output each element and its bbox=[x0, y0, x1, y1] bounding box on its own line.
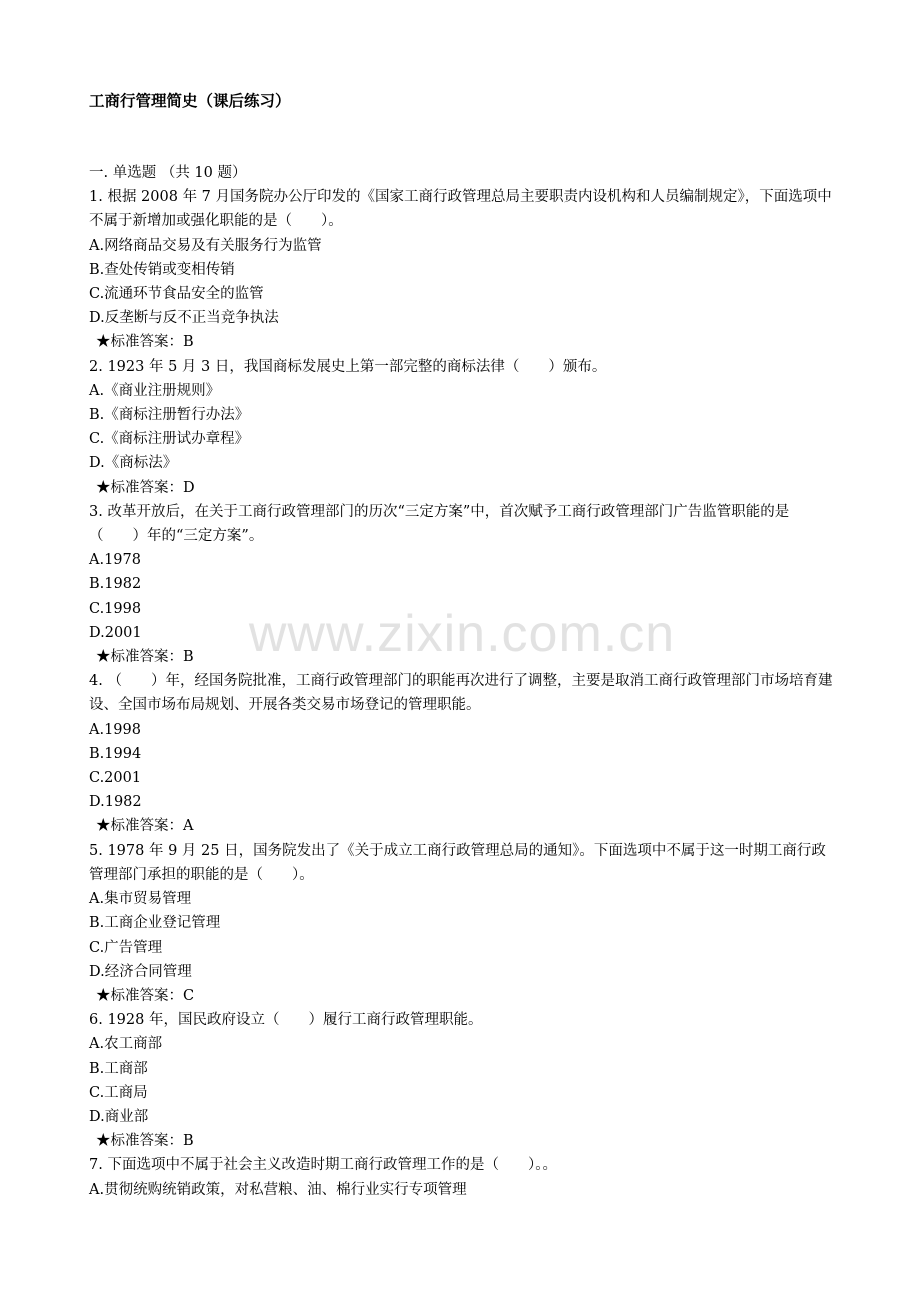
answer-option: D.1982 bbox=[89, 794, 142, 811]
answer-option: A.集市贸易管理 bbox=[89, 891, 192, 908]
answer-option: B.工商部 bbox=[89, 1060, 148, 1077]
answer-option: C.广告管理 bbox=[89, 939, 163, 956]
answer-option: B.1982 bbox=[89, 576, 142, 593]
question-text: 1. 根据 2008 年 7 月国务院办公厅印发的《国家工商行政管理总局主要职责内设机构和人员编制规定》，下面选项中不属于新增加或强化职能的是（ ）。 bbox=[89, 189, 832, 230]
answer-option: A.1978 bbox=[89, 552, 141, 569]
answer-option: B.工商企业登记管理 bbox=[89, 915, 221, 932]
answer-option: A.贯彻统购统销政策，对私营粮、油、棉行业实行专项管理 bbox=[89, 1181, 467, 1198]
answer-option: A.《商业注册规则》 bbox=[89, 382, 221, 399]
answer-option: C.流通环节食品安全的监管 bbox=[89, 286, 264, 303]
standard-answer: ★标准答案：D bbox=[96, 479, 195, 496]
answer-option: B.1994 bbox=[89, 745, 142, 762]
answer-option: D.商业部 bbox=[89, 1108, 149, 1125]
document-title: 工商行管理简史（课后练习） bbox=[89, 91, 291, 110]
standard-answer: ★标准答案：C bbox=[96, 987, 195, 1004]
watermark: www.zixin.com.cn bbox=[248, 605, 676, 663]
answer-option: D.反垄断与反不正当竞争执法 bbox=[89, 310, 279, 327]
question-text: 5. 1978 年 9 月 25 日，国务院发出了《关于成立工商行政管理总局的通知》。下面选项中不属于这一时期工商行政管理部门承担的职能的是（ ）。 bbox=[89, 842, 826, 883]
answer-option: A.1998 bbox=[89, 721, 141, 738]
answer-option: C.《商标注册试办章程》 bbox=[89, 431, 250, 448]
answer-option: D.经济合同管理 bbox=[89, 963, 192, 980]
question-text: 4. （ ）年，经国务院批准，工商行政管理部门的职能再次进行了调整，主要是取消工商行政管理部门市场培育建设、全国市场布局规划、开展各类交易市场登记的管理职能。 bbox=[89, 673, 833, 714]
standard-answer: ★标准答案：A bbox=[96, 818, 194, 835]
answer-option: C.2001 bbox=[89, 770, 142, 787]
answer-option: C.1998 bbox=[89, 600, 142, 617]
answer-option: A.网络商品交易及有关服务行为监管 bbox=[89, 237, 322, 254]
answer-option: B.查处传销或变相传销 bbox=[89, 261, 235, 278]
answer-option: C.工商局 bbox=[89, 1084, 148, 1101]
standard-answer: ★标准答案：B bbox=[96, 334, 194, 351]
answer-option: A.农工商部 bbox=[89, 1036, 163, 1053]
answer-option: D.《商标法》 bbox=[89, 455, 178, 472]
answer-option: D.2001 bbox=[89, 624, 142, 641]
answer-option: B.《商标注册暂行办法》 bbox=[89, 407, 250, 424]
question-text: 7. 下面选项中不属于社会主义改造时期工商行政管理工作的是（ ）。。 bbox=[89, 1157, 557, 1174]
standard-answer: ★标准答案：B bbox=[96, 1133, 194, 1150]
question-text: 3. 改革开放后，在关于工商行政管理部门的历次“三定方案”中，首次赋予工商行政管理部门广告监管职能的是（ ）年的“三定方案”。 bbox=[89, 503, 790, 545]
standard-answer: ★标准答案：B bbox=[96, 649, 194, 666]
question-list bbox=[89, 161, 834, 1202]
question-text: 6. 1928 年，国民政府设立（ ）履行工商行政管理职能。 bbox=[89, 1012, 483, 1029]
section-heading: 一. 单选题 （共 10 题） bbox=[89, 165, 247, 181]
question-text: 2. 1923 年 5 月 3 日，我国商标发展史上第一部完整的商标法律（ ）颁布。 bbox=[89, 358, 607, 375]
